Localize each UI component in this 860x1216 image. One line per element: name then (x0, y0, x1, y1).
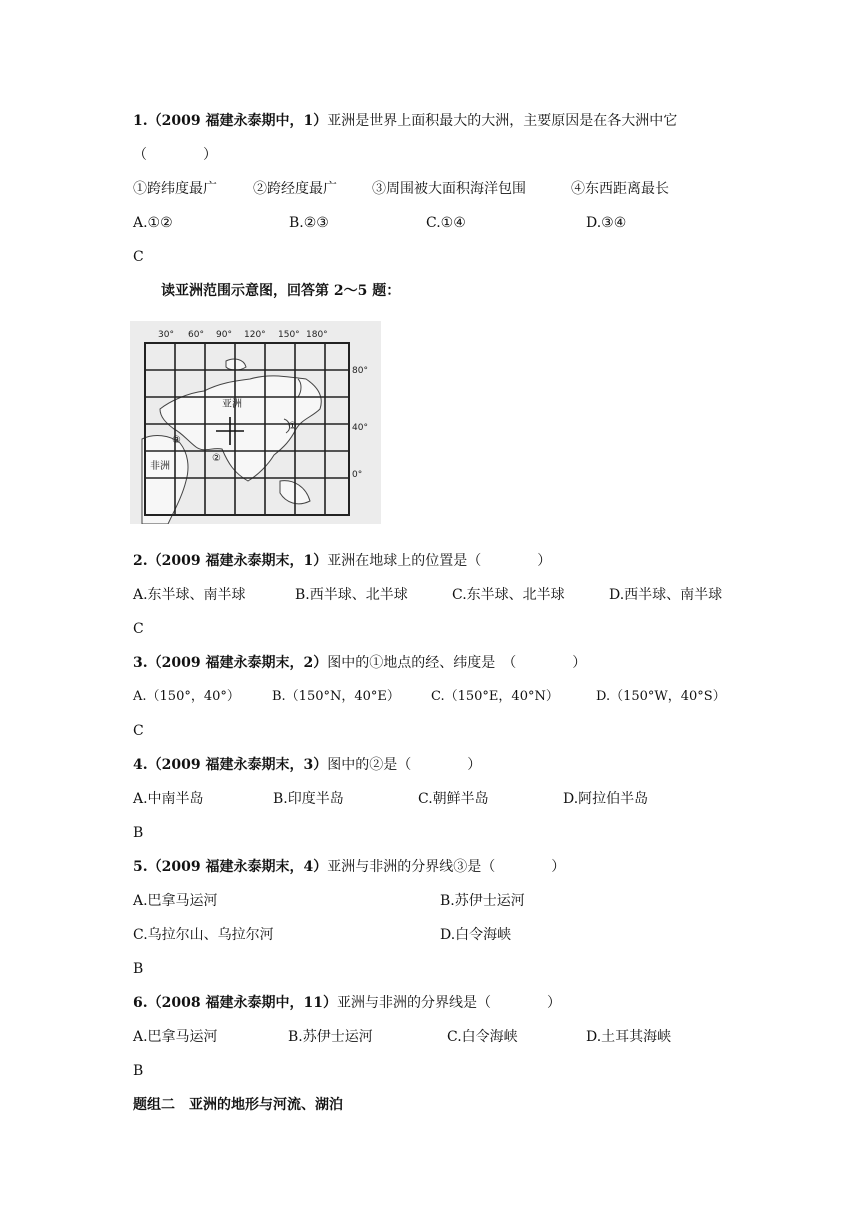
q3-stem: 图中的①地点的经、纬度是 （ ） (327, 655, 587, 671)
q4-number: 4. (133, 757, 148, 773)
q2-answer: C (133, 621, 144, 637)
lon-label-60: 60° (188, 330, 204, 340)
lat-label-40: 40° (352, 423, 368, 433)
marker-2: ② (212, 453, 221, 464)
q3-stem-line (133, 654, 586, 672)
q1-number: 1. (133, 113, 148, 129)
q4-choice-b: B.印度半岛 (273, 791, 344, 807)
q2-choice-c: C.东半球、北半球 (452, 587, 565, 603)
q5-choice-a: A.巴拿马运河 (133, 893, 218, 909)
q2-choice-a: A.东半球、南半球 (133, 587, 246, 603)
q5-source: （2009 福建永泰期末，4） (147, 859, 328, 875)
q5-choice-c: C.乌拉尔山、乌拉尔河 (133, 927, 274, 943)
q1-choice-d: D.③④ (586, 215, 627, 231)
q1-stem-line (133, 112, 677, 130)
q6-number: 6. (133, 995, 148, 1011)
q5-stem-line (133, 858, 565, 876)
q5-choice-b: B.苏伊士运河 (440, 893, 525, 909)
q2-number: 2. (133, 553, 148, 569)
q1-stem: 亚洲是世界上面积最大的大洲，主要原因是在各大洲中它 (327, 113, 678, 129)
q3-choice-d: D.（150°W，40°S） (596, 689, 726, 704)
africa-label: 非洲 (150, 461, 170, 472)
q1-statement-3: ③周围被大面积海洋包围 (372, 181, 526, 197)
q2-stem: 亚洲在地球上的位置是（ ） (327, 553, 552, 569)
map-intro: 读亚洲范围示意图，回答第 2～5 题： (161, 283, 401, 299)
q4-stem: 图中的②是（ ） (327, 757, 482, 773)
q1-source: （2009 福建永泰期中，1） (147, 113, 328, 129)
q4-choice-c: C.朝鲜半岛 (418, 791, 489, 807)
q3-choice-c: C.（150°E，40°N） (431, 689, 559, 704)
q3-source: （2009 福建永泰期末，2） (147, 655, 328, 671)
q1-choice-a: A.①② (133, 215, 173, 231)
q1-statement-2: ②跨经度最广 (253, 181, 337, 197)
q2-stem-line (133, 552, 551, 570)
asia-range-map (130, 321, 381, 524)
lat-label-80: 80° (352, 366, 368, 376)
q2-source: （2009 福建永泰期末，1） (147, 553, 328, 569)
asia-label: 亚洲 (222, 399, 242, 410)
q2-choice-b: B.西半球、北半球 (295, 587, 408, 603)
q5-choice-d: D.白令海峡 (440, 927, 512, 943)
q5-number: 5. (133, 859, 148, 875)
q5-stem: 亚洲与非洲的分界线③是（ ） (327, 859, 566, 875)
q3-choice-b: B.（150°N，40°E） (272, 689, 400, 704)
lon-label-120: 120° (244, 330, 266, 340)
q6-stem: 亚洲与非洲的分界线是（ ） (336, 995, 561, 1011)
q6-answer: B (133, 1063, 144, 1079)
q4-choice-d: D.阿拉伯半岛 (563, 791, 649, 807)
q6-choice-a: A.巴拿马运河 (133, 1029, 218, 1045)
q6-choice-b: B.苏伊士运河 (288, 1029, 373, 1045)
marker-1: ① (288, 421, 297, 432)
q6-choice-c: C.白令海峡 (447, 1029, 518, 1045)
lon-label-150: 150° (278, 330, 300, 340)
q4-choice-a: A.中南半岛 (133, 791, 204, 807)
q4-stem-line (133, 756, 481, 774)
q1-choice-b: B.②③ (289, 215, 329, 231)
q6-choice-d: D.土耳其海峡 (586, 1029, 672, 1045)
lon-label-180: 180° (306, 330, 328, 340)
lon-label-30: 30° (158, 330, 174, 340)
q1-statement-4: ④东西距离最长 (571, 181, 669, 197)
q4-answer: B (133, 825, 144, 841)
q6-source: （2008 福建永泰期中，11） (147, 995, 337, 1011)
q4-source: （2009 福建永泰期末，3） (147, 757, 328, 773)
q5-answer: B (133, 961, 144, 977)
q1-answer: C (133, 249, 144, 265)
q3-answer: C (133, 723, 144, 739)
q3-number: 3. (133, 655, 148, 671)
q1-statement-1: ①跨纬度最广 (133, 181, 217, 197)
section-heading: 题组二 亚洲的地形与河流、湖泊 (133, 1097, 343, 1113)
q6-stem-line (133, 994, 561, 1012)
q1-choice-c: C.①④ (426, 215, 466, 231)
lat-label-0: 0° (352, 470, 363, 480)
q3-choice-a: A.（150°，40°） (133, 689, 240, 704)
q1-answer-paren: （ ） (133, 147, 217, 163)
q2-choice-d: D.西半球、南半球 (609, 587, 723, 603)
lon-label-90: 90° (216, 330, 232, 340)
marker-3: ③ (172, 435, 181, 446)
